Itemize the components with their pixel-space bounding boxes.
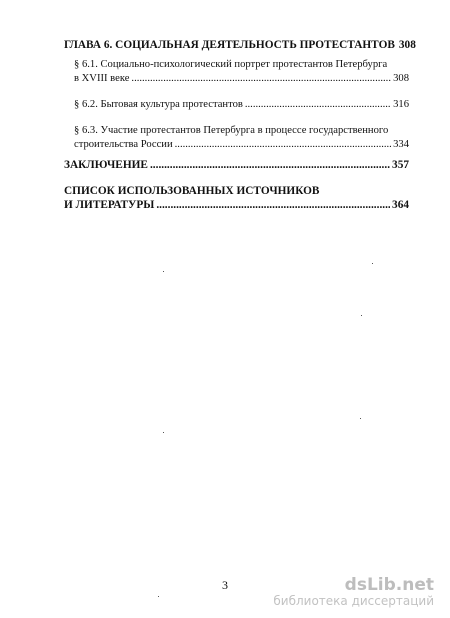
- dot-leader: [175, 138, 391, 152]
- scan-speck: [163, 271, 164, 272]
- toc-entry-title: ГЛАВА 6. СОЦИАЛЬНАЯ ДЕЯТЕЛЬНОСТЬ ПРОТЕСТАНТОВ: [64, 39, 395, 51]
- toc-entry-page: 308: [393, 73, 409, 84]
- watermark-logo: dsLib.net: [344, 575, 434, 595]
- toc-entry-section-6-2[interactable]: [64, 98, 409, 112]
- toc-entry-chapter-6[interactable]: [64, 38, 416, 52]
- toc-entry-page: 316: [393, 99, 409, 110]
- page-number: 3: [222, 578, 228, 592]
- toc-entry-title: § 6.1. Социально-психологический портрет протестантов Петербурга: [74, 59, 388, 70]
- scan-speck: [158, 596, 159, 597]
- toc-entry-page: 357: [392, 159, 409, 171]
- toc-entry-title-cont: И ЛИТЕРАТУРЫ: [64, 199, 155, 211]
- toc-entry-title-cont: в XVIII веке: [74, 73, 130, 84]
- dot-leader: [150, 158, 390, 172]
- toc-entry-page: 364: [392, 199, 409, 211]
- watermark: [273, 576, 434, 608]
- dot-leader: [156, 198, 390, 212]
- toc-entry-title-cont: строительства России: [74, 139, 173, 150]
- toc-entry-sources[interactable]: [64, 184, 409, 212]
- toc-entry-title: § 6.3. Участие протестантов Петербурга в процессе государственного: [74, 125, 389, 136]
- toc-entry-title: § 6.2. Бытовая культура протестантов: [74, 99, 243, 110]
- toc-entry-conclusion[interactable]: [64, 158, 409, 172]
- toc-entry-section-6-1[interactable]: [64, 58, 409, 86]
- dot-leader: [131, 72, 391, 86]
- toc-entry-page: 334: [393, 139, 409, 150]
- toc-entry-title: ЗАКЛЮЧЕНИЕ: [64, 159, 148, 171]
- watermark-subtitle: библиотека диссертаций: [273, 594, 434, 608]
- scan-speck: [372, 263, 373, 264]
- table-of-contents: [64, 38, 416, 212]
- toc-entry-page: 308: [398, 39, 416, 51]
- scan-speck: [361, 315, 362, 316]
- toc-entry-title: СПИСОК ИСПОЛЬЗОВАННЫХ ИСТОЧНИКОВ: [64, 185, 320, 197]
- scan-speck: [360, 418, 361, 419]
- dot-leader: [245, 98, 391, 112]
- toc-entry-section-6-3[interactable]: [64, 124, 409, 152]
- scan-speck: [163, 432, 164, 433]
